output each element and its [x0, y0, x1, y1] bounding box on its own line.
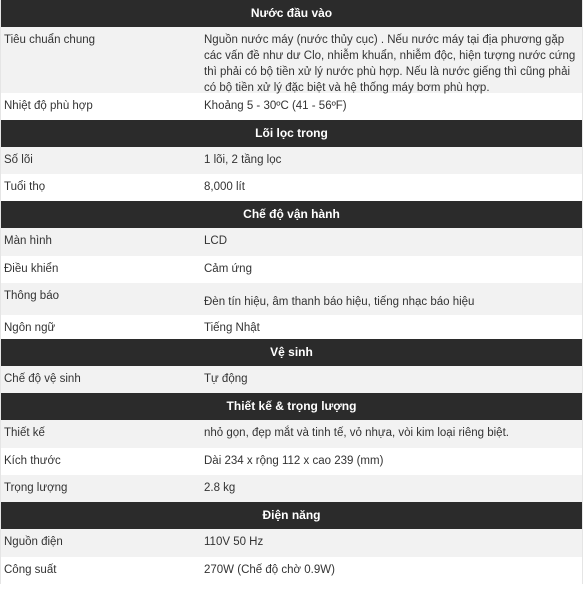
section-header-water-input: Nước đầu vào: [1, 0, 582, 27]
row-label: Tiêu chuẩn chung: [4, 34, 96, 46]
table-row: [1, 174, 582, 201]
table-row: [1, 256, 582, 283]
row-label: Màn hình: [4, 235, 52, 247]
row-label: Số lõi: [4, 154, 33, 166]
table-row: [1, 27, 582, 93]
row-value: Nguồn nước máy (nước thủy cục) . Nếu nước máy tại địa phương gặp các vấn đề như dư Clo, nhiễm khuẩn, nhiễm độc, hiện tượng nước cứng thì phải có bộ tiền xử lý nước phù hợp. Nếu là nước giếng thì cũng phải có bộ tiền xử lý đặc biệt và hệ thống máy bơm phù hợp.: [204, 34, 576, 94]
row-label: Điều khiển: [4, 263, 59, 275]
row-value: 110V 50 Hz: [204, 536, 264, 548]
table-row: [1, 366, 582, 393]
row-value: 2.8 kg: [204, 482, 236, 494]
row-label: Ngôn ngữ: [4, 322, 56, 334]
table-row: [1, 315, 582, 339]
row-value: Tiếng Nhật: [204, 322, 260, 334]
row-value: Cảm ứng: [204, 263, 252, 275]
row-label: Nguồn điện: [4, 536, 63, 548]
row-label: Tuổi thọ: [4, 181, 46, 193]
row-value: 1 lõi, 2 tầng lọc: [204, 154, 282, 166]
row-label: Thông báo: [4, 290, 59, 302]
section-header-power: Điện năng: [1, 502, 582, 529]
section-header-cleaning: Vệ sinh: [1, 339, 582, 366]
table-row: [1, 283, 582, 315]
section-header-design-weight: Thiết kế & trọng lượng: [1, 393, 582, 420]
row-value: Đèn tín hiệu, âm thanh báo hiệu, tiếng nhạc báo hiệu: [204, 296, 475, 308]
row-label: Thiết kế: [4, 427, 45, 439]
section-header-operation-mode: Chế độ vận hành: [1, 201, 582, 228]
table-row: [1, 228, 582, 256]
row-value: Dài 234 x rộng 112 x cao 239 (mm): [204, 455, 384, 467]
row-label: Trọng lượng: [4, 482, 68, 494]
row-value: Khoảng 5 - 30ºC (41 - 56ºF): [204, 100, 347, 112]
table-row: [1, 448, 582, 475]
row-label: Chế độ vệ sinh: [4, 373, 81, 385]
row-value: LCD: [204, 235, 228, 247]
row-label: Nhiệt độ phù hợp: [4, 100, 93, 112]
row-label: Kích thước: [4, 455, 61, 467]
table-row: [1, 529, 582, 557]
row-value: nhỏ gọn, đẹp mắt và tinh tế, vỏ nhựa, vòi kim loại riêng biệt.: [204, 427, 509, 439]
row-value: 270W (Chế độ chờ 0.9W): [204, 564, 335, 576]
row-label: Công suất: [4, 564, 57, 576]
table-row: [1, 557, 582, 584]
table-row: [1, 475, 582, 502]
row-value: 8,000 lít: [204, 181, 245, 193]
row-value: Tự động: [204, 373, 248, 385]
table-row: [1, 93, 582, 120]
table-row: [1, 420, 582, 448]
table-row: [1, 147, 582, 174]
section-header-filter-core: Lõi lọc trong: [1, 120, 582, 147]
